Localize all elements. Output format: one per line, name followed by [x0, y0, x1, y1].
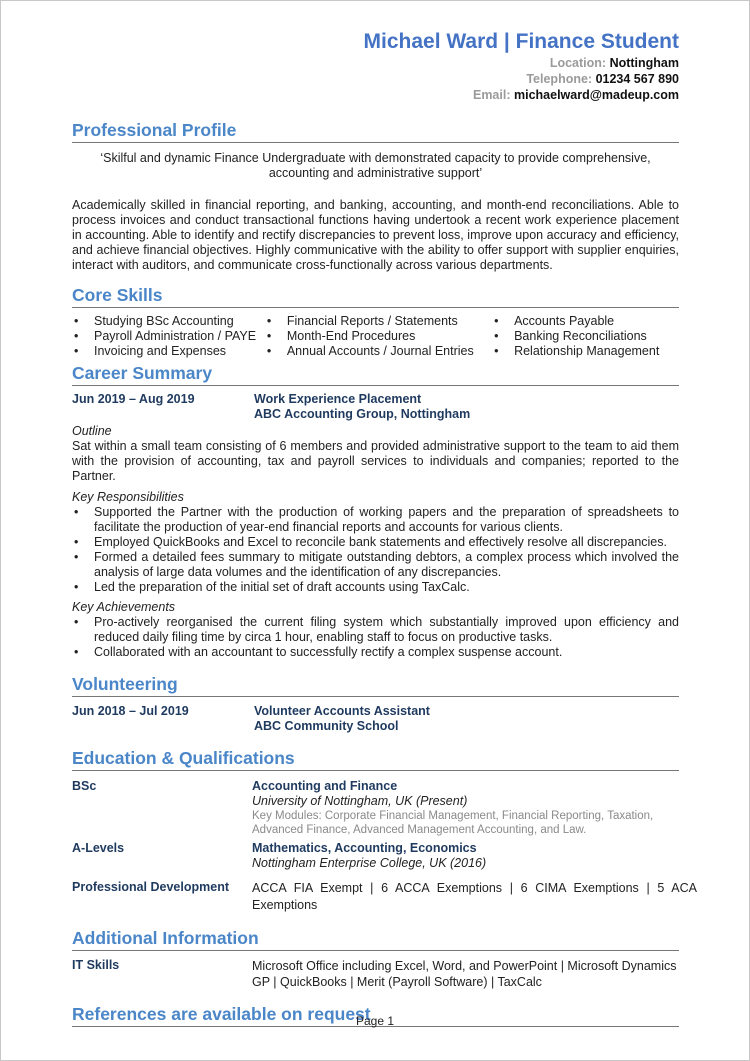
profile-quote-line-1: ‘Skilful and dynamic Finance Undergraduate with demonstrated capacity to provide comprehensive, — [100, 151, 651, 165]
telephone-line — [72, 71, 679, 87]
education-title: Education & Qualifications — [72, 747, 679, 771]
location-label: Location: — [549, 56, 607, 70]
career-entry — [72, 392, 679, 422]
responsibilities-label: Key Responsibilities — [72, 490, 184, 504]
career-role-block — [254, 392, 470, 422]
location-value: Nottingham — [609, 56, 679, 70]
skills-title: Core Skills — [72, 284, 679, 308]
page-number: Page 1 — [355, 1014, 395, 1028]
volunteering-org: ABC Community School — [254, 719, 399, 733]
skill-item: • Invoicing and Expenses — [72, 344, 265, 359]
skills-column-3 — [492, 314, 679, 359]
responsibilities-list — [72, 505, 679, 595]
additional-title: Additional Information — [72, 927, 679, 951]
email-label: Email: — [472, 88, 511, 102]
bsc-body — [252, 779, 697, 837]
it-skills-text: Microsoft Office including Excel, Word, and PowerPoint | Microsoft Dynamics GP | QuickBooks | Merit (Payroll Software) | TaxCalc — [252, 959, 677, 989]
skill-item: • Financial Reports / Statements — [265, 314, 492, 329]
skills-section — [72, 284, 679, 359]
volunteering-entry — [72, 704, 679, 734]
telephone-value: 01234 567 890 — [595, 72, 679, 86]
skill-item: • Month-End Procedures — [265, 329, 492, 344]
volunteering-dates: Jun 2018 – Jul 2019 — [72, 704, 189, 718]
alevels-label: A-Levels — [72, 841, 125, 855]
list-item: • Pro-actively reorganised the current filing system which substantially improved upon efficiency and reduced daily filing time by circa 1 hour, enabling staff to focus on productive tasks. — [72, 615, 679, 645]
additional-section — [72, 927, 679, 990]
skill-item: • Relationship Management — [492, 344, 679, 359]
skill-item: • Banking Reconciliations — [492, 329, 679, 344]
bsc-institution: University of Nottingham, UK (Present) — [252, 794, 468, 808]
skill-item: • Studying BSc Accounting — [72, 314, 265, 329]
profile-quote — [72, 151, 679, 181]
career-company: ABC Accounting Group, Nottingham — [254, 407, 471, 421]
skill-item: • Payroll Administration / PAYE — [72, 329, 265, 344]
volunteering-role: Volunteer Accounts Assistant — [254, 704, 430, 718]
outline-text: Sat within a small team consisting of 6 members and provided administrative support to the team to aid them with the provision of accounting, tax and payroll services to individuals and companies; reported to the Partner. — [72, 439, 679, 483]
email-value[interactable]: michaelward@madeup.com — [513, 88, 679, 102]
career-title: Career Summary — [72, 362, 679, 386]
skill-item: • Accounts Payable — [492, 314, 679, 329]
list-item: • Supported the Partner with the production of working papers and the preparation of spreadsheets to facilitate the production of year-end financial reports and accounts for various clients. — [72, 505, 679, 535]
volunteering-role-block — [254, 704, 430, 734]
education-alevels — [72, 841, 679, 871]
volunteering-title: Volunteering — [72, 673, 679, 697]
bsc-modules: Key Modules: Corporate Financial Management, Financial Reporting, Taxation, Advanced Finance, Advanced Management Accounting, and Law. — [252, 810, 654, 836]
alevels-institution: Nottingham Enterprise College, UK (2016) — [252, 856, 487, 870]
bsc-title: Accounting and Finance — [252, 779, 398, 793]
profile-section — [72, 119, 679, 273]
references-title: References are available on request — [72, 1003, 679, 1027]
skills-column-2 — [265, 314, 492, 359]
candidate-name: Michael Ward | Finance Student — [363, 30, 679, 53]
career-role: Work Experience Placement — [254, 392, 422, 406]
skill-item: • Annual Accounts / Journal Entries — [265, 344, 492, 359]
skills-column-1 — [72, 314, 265, 359]
achievements-label: Key Achievements — [72, 600, 176, 614]
resume-content — [72, 1, 697, 1027]
it-skills-label: IT Skills — [72, 958, 120, 972]
alevels-title: Mathematics, Accounting, Economics — [252, 841, 477, 855]
education-bsc — [72, 779, 679, 837]
outline-label: Outline — [72, 424, 112, 438]
pd-label: Professional Development — [72, 880, 229, 894]
list-item: • Led the preparation of the initial set of draft accounts using TaxCalc. — [72, 580, 679, 595]
list-item: • Formed a detailed fees summary to mitigate outstanding debtors, a complex process which involved the analysis of large data volumes and the identification of any discrepancies. — [72, 550, 679, 580]
education-section — [72, 747, 697, 914]
alevels-body — [252, 841, 679, 871]
education-professional-development — [72, 880, 697, 914]
career-dates: Jun 2019 – Aug 2019 — [72, 392, 195, 406]
profile-paragraph: Academically skilled in financial reporting, and banking, accounting, and month-end reconciliations. Able to process invoices and conduct transactional functions having undertook a recent work experience placement in accounting. Able to identify and rectify discrepancies to prevent loss, improve upon accuracy and efficiency, and achieve financial objectives. Highly communicative with the ability to offer support with supplier enquiries, interact with auditors, and communicate cross-functionally across various departments. — [72, 198, 679, 272]
skills-grid — [72, 314, 679, 359]
profile-quote-line-2: accounting and administrative support’ — [268, 166, 483, 180]
location-line — [72, 55, 679, 71]
telephone-label: Telephone: — [526, 72, 593, 86]
bsc-label: BSc — [72, 779, 97, 793]
pd-text: ACCA FIA Exempt | 6 ACCA Exemptions | 6 CIMA Exemptions | 5 ACA Exemptions — [252, 881, 697, 912]
it-skills-row — [72, 958, 679, 990]
career-section — [72, 362, 679, 660]
list-item: • Employed QuickBooks and Excel to reconcile bank statements and effectively resolve all discrepancies. — [72, 535, 679, 550]
list-item: • Collaborated with an accountant to successfully rectify a complex suspense account. — [72, 645, 679, 660]
email-line — [72, 87, 679, 103]
volunteering-section — [72, 673, 679, 734]
profile-title: Professional Profile — [72, 119, 679, 143]
header — [72, 1, 679, 103]
achievements-list — [72, 615, 679, 660]
